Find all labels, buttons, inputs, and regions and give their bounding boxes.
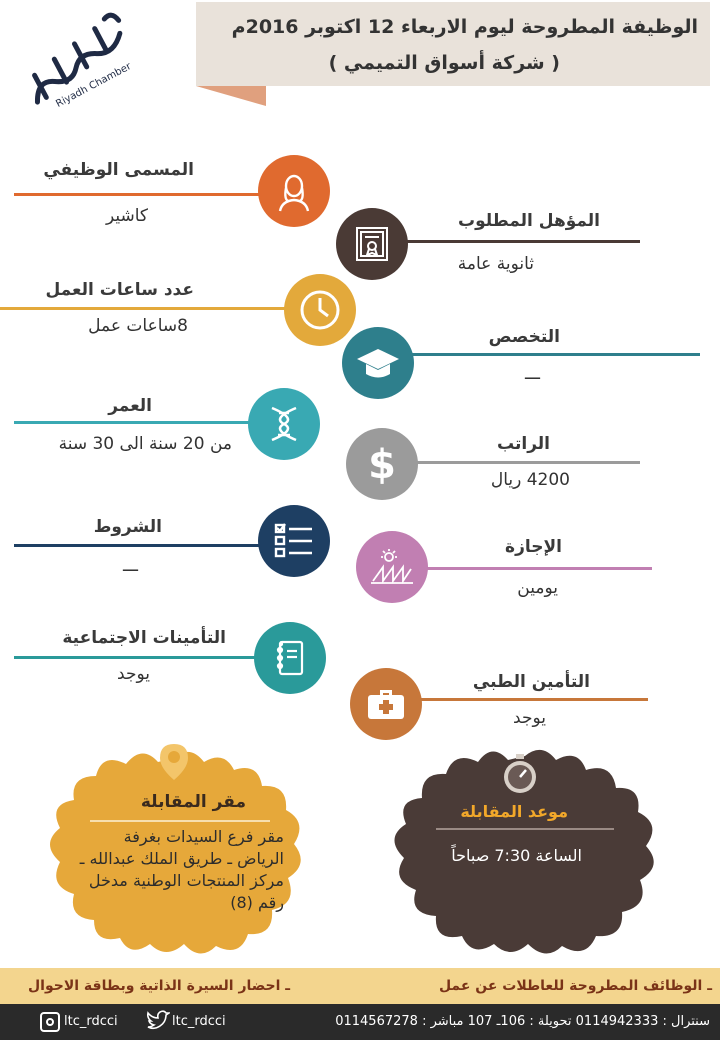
footer-notes-bar	[0, 968, 720, 1004]
hours-label: عدد ساعات العمل	[45, 280, 194, 300]
header-banner	[196, 2, 710, 86]
stopwatch-badge	[500, 752, 540, 796]
hours-value: 8ساعات عمل	[88, 316, 188, 336]
location-pin-badge	[158, 742, 190, 782]
logo-mark	[4, 8, 154, 118]
age-label: العمر	[108, 396, 152, 416]
twitter-handle[interactable]: ltc_rdcci	[172, 1014, 226, 1029]
salary-label: الراتب	[497, 434, 550, 454]
social-insurance-badge	[254, 622, 326, 694]
vacation-line	[400, 567, 652, 570]
company-name: ( شركة أسواق التميمي )	[328, 52, 560, 74]
interview-location-card	[38, 740, 310, 962]
header-fold	[196, 86, 266, 106]
specialization-label: التخصص	[488, 327, 560, 347]
social-insurance-line	[14, 656, 290, 659]
hours-line	[0, 307, 300, 310]
footer-requirements: ـ احضار السيرة الذاتية وبطاقة الاحوال	[28, 978, 291, 994]
vacation-label: الإجازة	[505, 537, 562, 557]
vacation-badge	[356, 531, 428, 603]
beach-sun-icon	[369, 547, 415, 587]
conditions-line	[14, 544, 284, 547]
qualification-badge	[336, 208, 408, 280]
job-title-label: المسمى الوظيفي	[43, 160, 194, 180]
medical-kit-icon	[364, 684, 408, 724]
contact-bar	[0, 1004, 720, 1040]
job-title-value: كاشير	[105, 206, 148, 226]
specialization-badge	[342, 327, 414, 399]
riyadh-chamber-logo	[4, 8, 154, 118]
interview-time-card	[380, 740, 670, 962]
svg-text:$: $	[368, 442, 396, 486]
medical-insurance-badge	[350, 668, 422, 740]
social-insurance-value: يوجد	[117, 664, 150, 684]
specialization-value: ـــ	[525, 364, 540, 384]
certificate-icon	[352, 224, 392, 264]
map-pin-icon	[158, 742, 190, 782]
location-line-2: الرياض ـ طريق الملك عبدالله ـ	[79, 849, 284, 868]
vacation-value: يومين	[517, 578, 558, 598]
footer-target: ـ الوظائف المطروحة للعاطلات عن عمل	[438, 978, 712, 994]
salary-line	[400, 461, 640, 464]
job-title-badge	[258, 155, 330, 227]
conditions-badge	[258, 505, 330, 577]
conditions-value: ـــ	[123, 556, 138, 576]
location-address	[44, 826, 284, 914]
instagram-handle[interactable]: ltc_rdcci	[64, 1014, 118, 1029]
instagram-icon	[40, 1012, 60, 1032]
graduation-cap-icon	[355, 343, 401, 383]
medical-insurance-label: التأمين الطبي	[472, 672, 590, 692]
dollar-icon	[362, 442, 402, 486]
checklist-icon	[272, 521, 316, 561]
location-line-4: رقم (8)	[230, 893, 284, 912]
age-value: من 20 سنة الى 30 سنة	[58, 434, 232, 454]
location-line-1: مقر فرع السيدات بغرفة	[123, 827, 284, 846]
logo-english-text: Riyadh Chamber	[54, 61, 134, 110]
medical-insurance-line	[400, 698, 648, 701]
contact-phones: سنترال : 0114942333 تحويلة : 106ـ 107 مباشر : 0114567278	[335, 1014, 710, 1029]
age-badge	[248, 388, 320, 460]
woman-avatar-icon	[272, 169, 316, 213]
salary-value: 4200 ريال	[490, 470, 570, 490]
page-title: الوظيفة المطروحة ليوم الاربعاء 12 اكتوبر 2016م	[231, 16, 698, 38]
hours-badge	[284, 274, 356, 346]
stopwatch-icon	[500, 752, 540, 796]
location-underline	[90, 820, 270, 822]
clock-icon	[297, 287, 343, 333]
social-insurance-label: التأمينات الاجتماعية	[62, 628, 226, 648]
qualification-value: ثانوية عامة	[457, 254, 534, 274]
conditions-label: الشروط	[93, 517, 162, 537]
location-line-3: مركز المنتجات الوطنية مدخل	[88, 871, 284, 890]
dna-icon	[262, 402, 306, 446]
salary-badge	[346, 428, 418, 500]
time-value: الساعة 7:30 صباحاً	[451, 846, 582, 865]
twitter-icon	[146, 1010, 170, 1036]
medical-insurance-value: يوجد	[513, 708, 546, 728]
qualification-line	[372, 240, 640, 243]
job-title-line	[14, 193, 284, 196]
location-title: مقر المقابلة	[140, 792, 246, 812]
notebook-icon	[270, 636, 310, 680]
time-underline	[436, 828, 614, 830]
qualification-label: المؤهل المطلوب	[458, 211, 600, 231]
time-title: موعد المقابلة	[460, 802, 568, 821]
specialization-line	[400, 353, 700, 356]
